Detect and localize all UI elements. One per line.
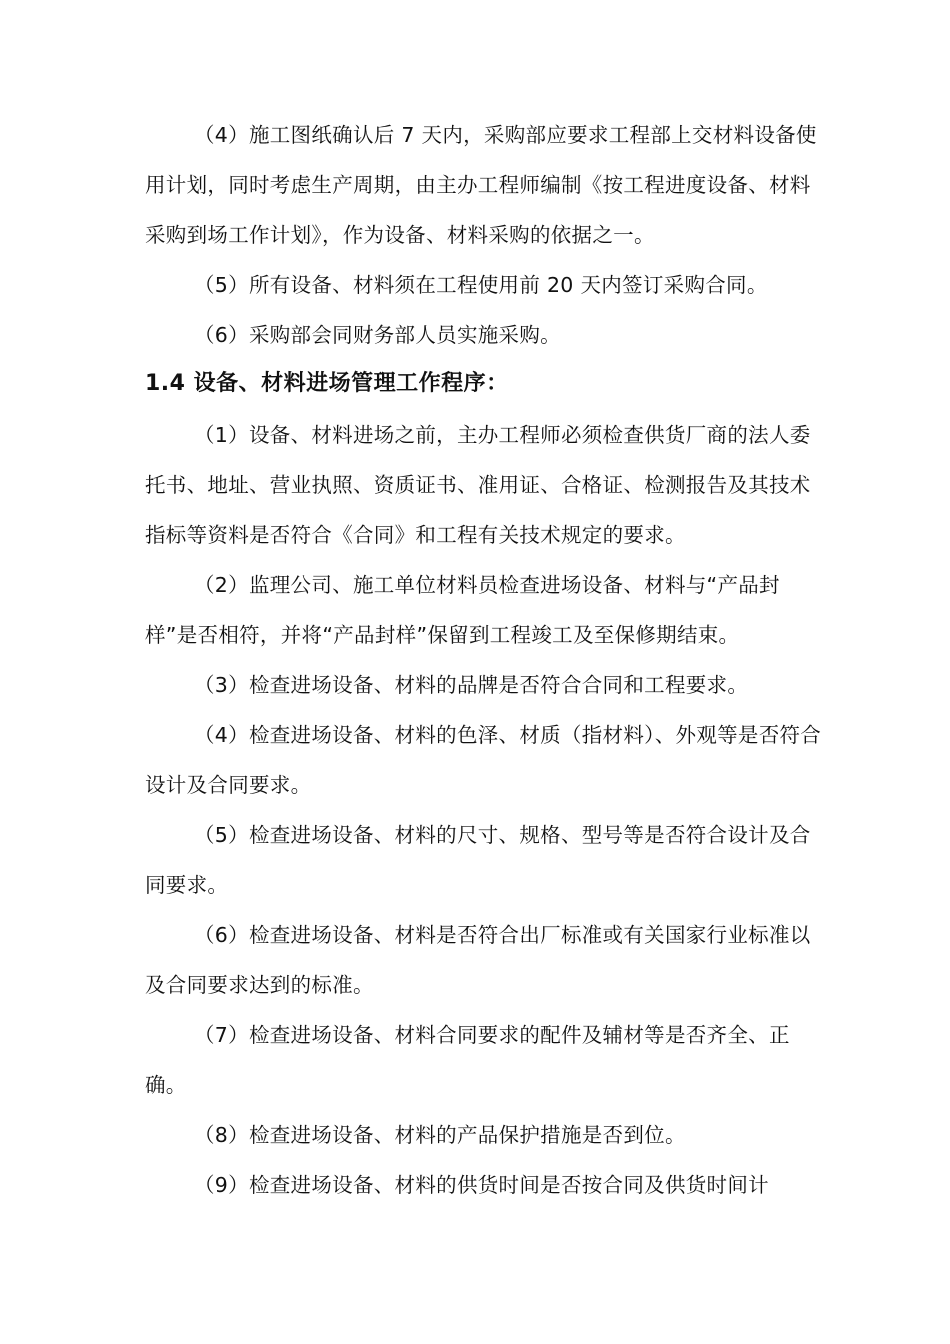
paragraph-2-product-sample-check: （2）监理公司、施工单位材料员检查进场设备、材料与“产品封样”是否相符，并将“产品封样”保留到工程竣工及至保修期结束。: [145, 573, 780, 647]
paragraph-5-purchase-contract: （5）所有设备、材料须在工程使用前 20 天内签订采购合同。: [194, 273, 768, 297]
paragraph-9-delivery-time-check: （9）检查进场设备、材料的供货时间是否按合同及供货时间计: [194, 1173, 769, 1197]
paragraph-6-purchase-implementation: （6）采购部会同财务部人员实施采购。: [194, 323, 561, 347]
paragraph-5-specification-check: （5）检查进场设备、材料的尺寸、规格、型号等是否符合设计及合同要求。: [145, 823, 811, 897]
paragraph-6-standard-check: （6）检查进场设备、材料是否符合出厂标准或有关国家行业标准以及合同要求达到的标准。: [145, 923, 811, 997]
paragraph-1-supplier-document-check: （1）设备、材料进场之前，主办工程师必须检查供货厂商的法人委托书、地址、营业执照、资质证书、准用证、合格证、检测报告及其技术指标等资料是否符合《合同》和工程有关技术规定的要求。: [145, 423, 811, 547]
paragraph-4-appearance-check: （4）检查进场设备、材料的色泽、材质（指材料）、外观等是否符合设计及合同要求。: [145, 723, 822, 797]
paragraph-8-protection-check: （8）检查进场设备、材料的产品保护措施是否到位。: [194, 1123, 686, 1147]
paragraph-7-accessory-check: （7）检查进场设备、材料合同要求的配件及辅材等是否齐全、正确。: [145, 1023, 790, 1097]
paragraph-4-drawing-confirmation: （4）施工图纸确认后 7 天内，采购部应要求工程部上交材料设备使用计划，同时考虑生产周期，由主办工程师编制《按工程进度设备、材料采购到场工作计划》，作为设备、材料采购的依据之一。: [145, 123, 817, 247]
section-heading-1-4: 1.4 设备、材料进场管理工作程序：: [145, 371, 509, 396]
paragraph-3-brand-check: （3）检查进场设备、材料的品牌是否符合合同和工程要求。: [194, 673, 749, 697]
